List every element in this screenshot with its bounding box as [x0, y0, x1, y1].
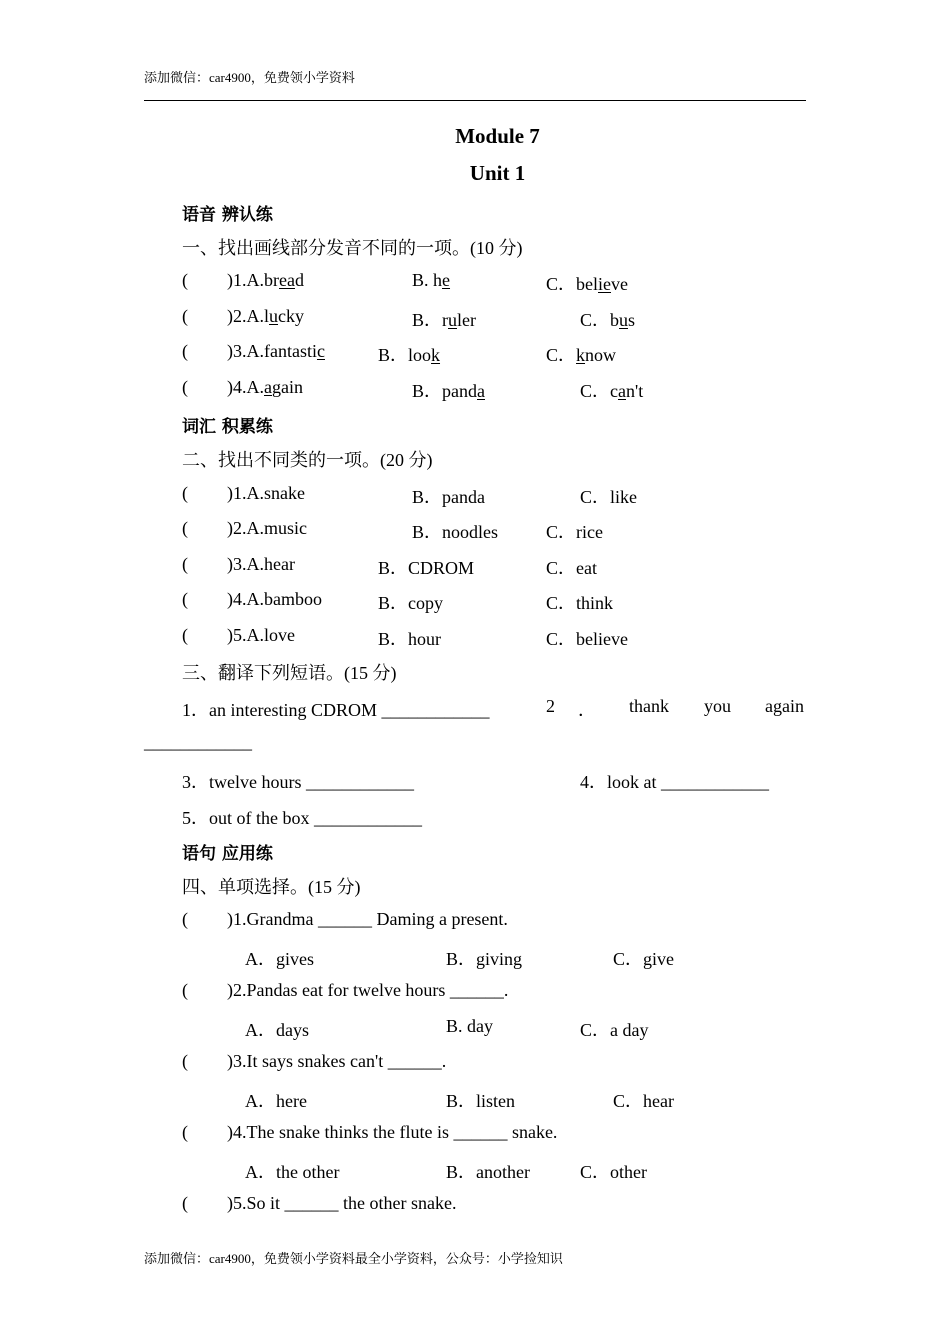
paren: ( — [182, 589, 188, 609]
option-c: C．other — [580, 1162, 647, 1182]
phrase-1: 1．an interesting CDROM ____________ — [182, 700, 490, 720]
section-phonics: 语音 辨认练 — [182, 205, 273, 225]
option-b: B．look — [378, 345, 441, 365]
paren: ( — [182, 341, 188, 361]
question-option-a: )3.A.hear — [227, 554, 295, 574]
option-b: B．ruler — [412, 310, 476, 330]
option-c: C．can't — [580, 381, 644, 401]
footer-note: 添加微信：car4900，免费领小学资料最全小学资料，公众号：小学捡知识 — [144, 1251, 563, 1266]
option-c: C．eat — [546, 558, 597, 578]
phrase-3: 3．twelve hours ____________ — [182, 772, 414, 792]
paren: ( — [182, 518, 188, 538]
question-option-a: )4.A.bamboo — [227, 589, 322, 609]
part4-heading: 四、单项选择。(15 分) — [182, 877, 361, 897]
option-a: A．gives — [245, 949, 314, 969]
phrase-2-num: 2 — [546, 696, 555, 716]
phrase-5: 5．out of the box ____________ — [182, 808, 422, 828]
option-a: A．here — [245, 1091, 307, 1111]
phrase-2-word: thank — [629, 696, 669, 716]
part2-heading: 二、找出不同类的一项。(20 分) — [182, 450, 433, 470]
option-b: B．giving — [446, 949, 523, 969]
paren: ( — [182, 909, 188, 929]
question-option-a: )1.A.bread — [227, 270, 304, 290]
paren: ( — [182, 980, 188, 1000]
option-c: C．believe — [546, 629, 628, 649]
option-b: B．panda — [412, 381, 485, 401]
section-sentence: 语句 应用练 — [182, 844, 273, 864]
section-vocab: 词汇 积累练 — [182, 417, 273, 437]
option-b: B．panda — [412, 487, 485, 507]
phrase-4: 4．look at ____________ — [580, 772, 769, 792]
phrase-2-dot: ． — [578, 700, 596, 720]
paren: ( — [182, 377, 188, 397]
option-b: B．noodles — [412, 522, 499, 542]
header-note: 添加微信：car4900，免费领小学资料 — [144, 70, 355, 85]
option-c: C．like — [580, 487, 637, 507]
option-b: B．CDROM — [378, 558, 475, 578]
paren: ( — [182, 1122, 188, 1142]
option-b: B．another — [446, 1162, 530, 1182]
mc-question: )1.Grandma ______ Daming a present. — [227, 909, 508, 929]
phrase-2-word: again — [765, 696, 804, 716]
question-option-a: )1.A.snake — [227, 483, 305, 503]
option-b: B. day — [446, 1016, 493, 1036]
option-a: A．days — [245, 1020, 309, 1040]
option-c: C．a day — [580, 1020, 649, 1040]
paren: ( — [182, 554, 188, 574]
paren: ( — [182, 1193, 188, 1213]
option-c: C．bus — [580, 310, 636, 330]
unit-title: Unit 1 — [469, 161, 526, 185]
paren: ( — [182, 270, 188, 290]
option-c: C．give — [613, 949, 674, 969]
question-option-a: )3.A.fantastic — [227, 341, 325, 361]
mc-question: )4.The snake thinks the flute is ______ snake. — [227, 1122, 558, 1142]
phrase-2-blank: ____________ — [144, 732, 252, 752]
option-c: C．rice — [546, 522, 603, 542]
option-c: C．believe — [546, 274, 628, 294]
mc-question: )3.It says snakes can't ______. — [227, 1051, 447, 1071]
question-option-a: )4.A.again — [227, 377, 303, 397]
mc-question: )5.So it ______ the other snake. — [227, 1193, 457, 1213]
phrase-2-word: you — [704, 696, 731, 716]
option-b: B．listen — [446, 1091, 516, 1111]
option-c: C．know — [546, 345, 617, 365]
option-c: C．think — [546, 593, 614, 613]
paren: ( — [182, 483, 188, 503]
option-c: C．hear — [613, 1091, 674, 1111]
paren: ( — [182, 625, 188, 645]
paren: ( — [182, 1051, 188, 1071]
question-option-a: )2.A.music — [227, 518, 307, 538]
mc-question: )2.Pandas eat for twelve hours ______. — [227, 980, 509, 1000]
question-option-a: )5.A.love — [227, 625, 295, 645]
option-b: B. he — [412, 270, 451, 290]
part1-heading: 一、找出画线部分发音不同的一项。(10 分) — [182, 238, 523, 258]
paren: ( — [182, 306, 188, 326]
option-a: A．the other — [245, 1162, 340, 1182]
option-b: B．copy — [378, 593, 443, 613]
question-option-a: )2.A.lucky — [227, 306, 305, 326]
header-divider — [144, 100, 806, 101]
module-title: Module 7 — [455, 124, 540, 148]
option-b: B．hour — [378, 629, 441, 649]
part3-heading: 三、翻译下列短语。(15 分) — [182, 663, 397, 683]
